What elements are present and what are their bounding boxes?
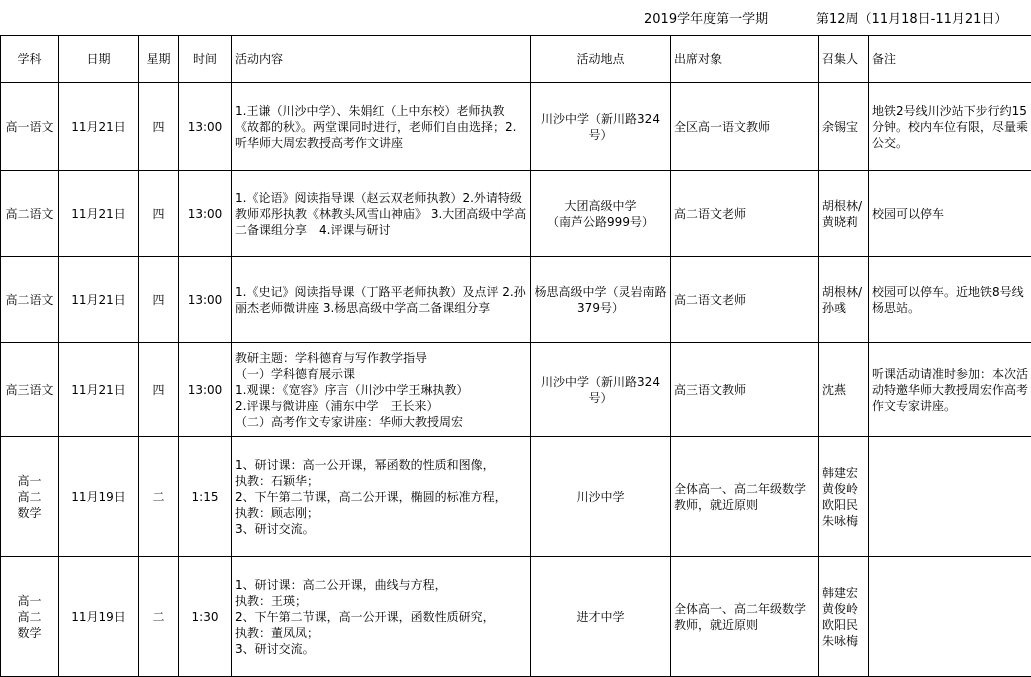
cell-weekday: 四 bbox=[139, 171, 179, 257]
cell-time: 13:00 bbox=[179, 343, 232, 437]
cell-weekday: 四 bbox=[139, 343, 179, 437]
schedule-title: 2019学年度第一学期 bbox=[644, 12, 769, 27]
cell-subject: 高一语文 bbox=[1, 83, 59, 171]
cell-convener: 胡根林/孙彧 bbox=[819, 257, 869, 343]
table-row bbox=[1, 171, 1031, 257]
cell-notes bbox=[869, 557, 1031, 677]
cell-attendees: 高二语文老师 bbox=[671, 257, 819, 343]
cell-subject: 高二语文 bbox=[1, 257, 59, 343]
cell-date: 11月19日 bbox=[59, 437, 139, 557]
cell-convener: 胡根林/黄晓莉 bbox=[819, 171, 869, 257]
cell-location: 川沙中学 bbox=[531, 437, 671, 557]
cell-date: 11月21日 bbox=[59, 83, 139, 171]
cell-content: 1、研讨课：高一公开课，幂函数的性质和图像， 执教：石颖华； 2、下午第二节课，高二公开课，椭圆的标准方程， 执教：顾志刚； 3、研讨交流。 bbox=[232, 437, 531, 557]
cell-subject: 高三语文 bbox=[1, 343, 59, 437]
table-row bbox=[1, 83, 1031, 171]
cell-attendees: 高二语文老师 bbox=[671, 171, 819, 257]
cell-time: 13:00 bbox=[179, 171, 232, 257]
cell-time: 13:00 bbox=[179, 83, 232, 171]
col-weekday: 星期 bbox=[139, 36, 179, 83]
cell-attendees: 全体高一、高二年级数学教师，就近原则 bbox=[671, 437, 819, 557]
cell-date: 11月21日 bbox=[59, 343, 139, 437]
table-row bbox=[1, 557, 1031, 677]
cell-location: 杨思高级中学（灵岩南路379号） bbox=[531, 257, 671, 343]
cell-location: 川沙中学（新川路324号） bbox=[531, 83, 671, 171]
cell-convener: 韩建宏 黄俊岭 欧阳民 朱咏梅 bbox=[819, 557, 869, 677]
cell-subject: 高一 高二 数学 bbox=[1, 557, 59, 677]
cell-attendees: 全体高一、高二年级数学教师，就近原则 bbox=[671, 557, 819, 677]
schedule-table bbox=[0, 35, 1031, 677]
cell-location: 进才中学 bbox=[531, 557, 671, 677]
col-date: 日期 bbox=[59, 36, 139, 83]
table-row bbox=[1, 437, 1031, 557]
col-location: 活动地点 bbox=[531, 36, 671, 83]
cell-weekday: 四 bbox=[139, 83, 179, 171]
cell-location: 大团高级中学 （南芦公路999号） bbox=[531, 171, 671, 257]
cell-location: 川沙中学（新川路324号） bbox=[531, 343, 671, 437]
col-convener: 召集人 bbox=[819, 36, 869, 83]
cell-notes: 校园可以停车。近地铁8号线杨思站。 bbox=[869, 257, 1031, 343]
cell-convener: 沈燕 bbox=[819, 343, 869, 437]
cell-content: 教研主题：学科德育与写作教学指导 （一）学科德育展示课 1.观课：《宽容》序言（川沙中学王琳执教） 2.评课与微讲座（浦东中学 王长来） （二）高考作文专家讲座：华师大教授周宏 bbox=[232, 343, 531, 437]
schedule-title-bar bbox=[0, 8, 1031, 30]
cell-convener: 韩建宏 黄俊岭 欧阳民 朱咏梅 bbox=[819, 437, 869, 557]
table-row bbox=[1, 257, 1031, 343]
cell-subject: 高二语文 bbox=[1, 171, 59, 257]
col-notes: 备注 bbox=[869, 36, 1031, 83]
cell-notes: 听课活动请准时参加：本次活动特邀华师大教授周宏作高考作文专家讲座。 bbox=[869, 343, 1031, 437]
cell-time: 1:15 bbox=[179, 437, 232, 557]
cell-content: 1、研讨课：高二公开课，曲线与方程， 执教：王瑛； 2、下午第二节课，高一公开课，函数性质研究， 执教：董凤凤； 3、研讨交流。 bbox=[232, 557, 531, 677]
col-attendees: 出席对象 bbox=[671, 36, 819, 83]
col-time: 时间 bbox=[179, 36, 232, 83]
cell-weekday: 四 bbox=[139, 257, 179, 343]
cell-attendees: 高三语文教师 bbox=[671, 343, 819, 437]
cell-notes: 校园可以停车 bbox=[869, 171, 1031, 257]
cell-content: 1.《论语》阅读指导课（赵云双老师执教）2.外请特级教师邓彤执教《林教头风雪山神庙》 3.大团高级中学高二备课组分享 4.评课与研讨 bbox=[232, 171, 531, 257]
cell-time: 1:30 bbox=[179, 557, 232, 677]
cell-convener: 余锡宝 bbox=[819, 83, 869, 171]
cell-attendees: 全区高一语文教师 bbox=[671, 83, 819, 171]
cell-subject: 高一 高二 数学 bbox=[1, 437, 59, 557]
col-subject: 学科 bbox=[1, 36, 59, 83]
cell-content: 1.王谦（川沙中学）、朱娟红（上中东校）老师执教《故都的秋》。两堂课同时进行，老师们自由选择；2.听华师大周宏教授高考作文讲座 bbox=[232, 83, 531, 171]
cell-notes bbox=[869, 437, 1031, 557]
col-content: 活动内容 bbox=[232, 36, 531, 83]
cell-notes: 地铁2号线川沙站下步行约15分钟。校内车位有限，尽量乘公交。 bbox=[869, 83, 1031, 171]
cell-date: 11月21日 bbox=[59, 171, 139, 257]
week-range: 第12周（11月18日-11月21日） bbox=[816, 12, 1008, 27]
cell-date: 11月19日 bbox=[59, 557, 139, 677]
cell-weekday: 二 bbox=[139, 557, 179, 677]
table-row bbox=[1, 343, 1031, 437]
header-row bbox=[1, 36, 1031, 83]
cell-date: 11月21日 bbox=[59, 257, 139, 343]
cell-time: 13:00 bbox=[179, 257, 232, 343]
cell-weekday: 二 bbox=[139, 437, 179, 557]
cell-content: 1.《史记》阅读指导课（丁路平老师执教）及点评 2.孙丽杰老师微讲座 3.杨思高级中学高二备课组分享 bbox=[232, 257, 531, 343]
